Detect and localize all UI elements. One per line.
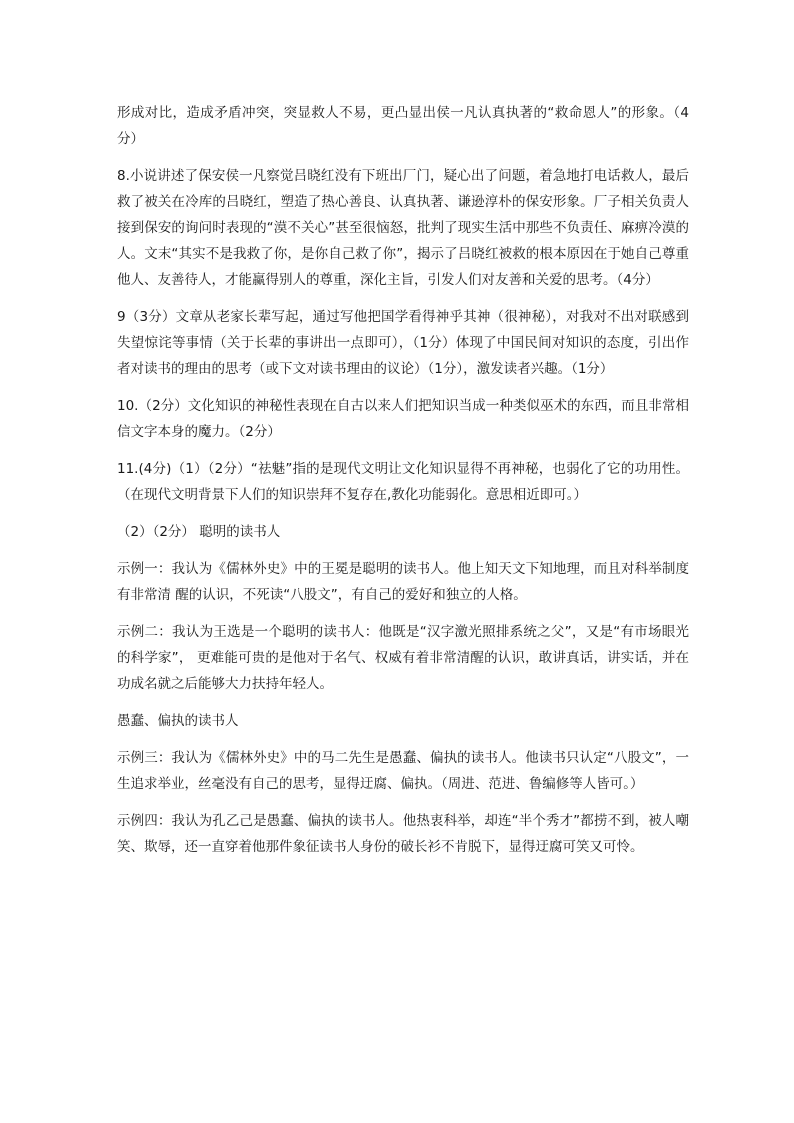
paragraph-q8: 8.小说讲述了保安侯一凡察觉吕晓红没有下班出厂门，疑心出了问题，着急地打电话救人，最后救了被关在冷库的吕晓红，塑造了热心善良、认真执著、谦逊淳朴的保安形象。厂子相关负责人接到保安的询问时表现的“漠不关心”甚至很恼怒，批判了现实生活中那些不负责任、麻痹冷漠的人。文末“其实不是我救了你，是你自己救了你”，揭示了吕晓红被救的根本原因在于她自己尊重他人、友善待人，才能赢得别人的尊重，深化主旨，引发人们对友善和关爱的思考。（4分）	[117, 168, 689, 288]
paragraph-foolish-heading: 愚蠢、偏执的读书人	[117, 713, 239, 729]
paragraph-q10: 10.（2分）文化知识的神秘性表现在自古以来人们把知识当成一种类似巫术的东西，而且非常相信文字本身的魔力。（2分）	[117, 398, 689, 440]
document-page	[117, 100, 689, 871]
paragraph-example-3: 示例三：我认为《儒林外史》中的马二先生是愚蠢、偏执的读书人。他读书只认定“八股文”，一生追求举业，丝毫没有自己的思考，显得迂腐、偏执。（周进、范进、鲁编修等人皆可。）	[117, 750, 689, 792]
paragraph-example-1: 示例一：我认为《儒林外史》中的王冕是聪明的读书人。他上知天文下知地理，而且对科举制度有非常清 醒的认识，不死读“八股文”，有自己的爱好和独立的人格。	[117, 561, 689, 603]
paragraph-example-4: 示例四：我认为孔乙己是愚蠢、偏执的读书人。他热衷科举，却连“半个秀才”都捞不到，被人嘲笑、欺辱，还一直穿着他那件象征读书人身份的破长衫不肯脱下，显得迂腐可笑又可怜。	[117, 813, 689, 855]
paragraph-q9: 9（3分）文章从老家长辈写起，通过写他把国学看得神乎其神（很神秘），对我对不出对联感到失望惊诧等事情（关于长辈的事讲出一点即可），（1分）体现了中国民间对知识的态度，引出作者对读书的理由的思考（或下文对读书理由的议论）（1分），激发读者兴趣。（1分）	[117, 309, 689, 377]
paragraph-example-2: 示例二：我认为王选是一个聪明的读书人：他既是“汉字激光照排系统之父”，又是“有市场眼光的科学家”， 更难能可贵的是他对于名气、权威有着非常清醒的认识，敢讲真话，讲实话，并在功成名就之后能够大力扶持年轻人。	[117, 624, 689, 692]
paragraph-q7-end: 形成对比，造成矛盾冲突，突显救人不易，更凸显出侯一凡认真执著的“救命恩人”的形象。（4分）	[117, 105, 689, 147]
paragraph-q11-2-heading: （2）（2分） 聪明的读书人	[117, 524, 281, 540]
paragraph-q11-1: 11.(4分)（1）（2分）“祛魅”指的是现代文明让文化知识显得不再神秘，也弱化了它的功用性。（在现代文明背景下人们的知识崇拜不复存在,教化功能弱化。意思相近即可。）	[117, 461, 689, 503]
